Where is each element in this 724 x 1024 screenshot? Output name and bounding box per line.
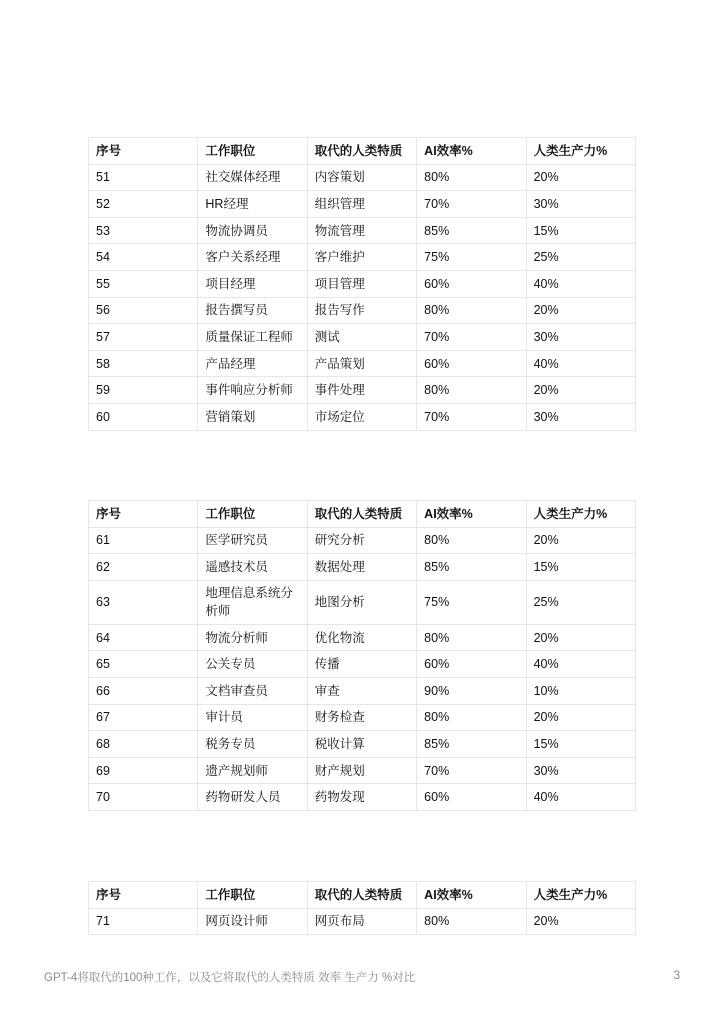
col-index-cell: 53 bbox=[89, 217, 198, 244]
col-index-cell: 54 bbox=[89, 244, 198, 271]
table-row bbox=[89, 580, 636, 624]
col-job-title-cell: 药物研发人员 bbox=[198, 784, 307, 811]
col-human-productivity-cell: 25% bbox=[526, 244, 635, 271]
header-col-human-productivity: 人类生产力% bbox=[526, 138, 635, 165]
col-ai-efficiency-cell: 80% bbox=[417, 527, 526, 554]
col-job-title-cell: 客户关系经理 bbox=[198, 244, 307, 271]
table-row bbox=[89, 377, 636, 404]
col-replaced-trait-cell: 物流管理 bbox=[307, 217, 416, 244]
col-index-cell: 51 bbox=[89, 164, 198, 191]
col-human-productivity-cell: 40% bbox=[526, 651, 635, 678]
col-human-productivity-cell: 20% bbox=[526, 527, 635, 554]
col-replaced-trait-cell: 网页布局 bbox=[307, 908, 416, 935]
col-job-title-cell: 物流分析师 bbox=[198, 624, 307, 651]
header-col-ai-efficiency: AI效率% bbox=[417, 882, 526, 909]
col-human-productivity-cell: 30% bbox=[526, 403, 635, 430]
col-human-productivity-cell: 20% bbox=[526, 624, 635, 651]
table-row bbox=[89, 217, 636, 244]
col-index-cell: 70 bbox=[89, 784, 198, 811]
header-col-job-title: 工作职位 bbox=[198, 501, 307, 528]
col-replaced-trait-cell: 组织管理 bbox=[307, 191, 416, 218]
col-human-productivity-cell: 25% bbox=[526, 580, 635, 624]
col-ai-efficiency-cell: 80% bbox=[417, 624, 526, 651]
col-job-title-cell: 公关专员 bbox=[198, 651, 307, 678]
table-header-row bbox=[89, 882, 636, 909]
table-row bbox=[89, 297, 636, 324]
header-col-replaced-trait: 取代的人类特质 bbox=[307, 882, 416, 909]
table-header-row bbox=[89, 138, 636, 165]
col-ai-efficiency-cell: 80% bbox=[417, 908, 526, 935]
col-index-cell: 52 bbox=[89, 191, 198, 218]
col-human-productivity-cell: 30% bbox=[526, 757, 635, 784]
col-human-productivity-cell: 15% bbox=[526, 731, 635, 758]
col-index-cell: 69 bbox=[89, 757, 198, 784]
header-col-ai-efficiency: AI效率% bbox=[417, 501, 526, 528]
table-row bbox=[89, 651, 636, 678]
col-ai-efficiency-cell: 70% bbox=[417, 324, 526, 351]
col-job-title-cell: 营销策划 bbox=[198, 403, 307, 430]
col-job-title-cell: 地理信息系统分析师 bbox=[198, 580, 307, 624]
col-ai-efficiency-cell: 60% bbox=[417, 651, 526, 678]
col-job-title-cell: 文档审查员 bbox=[198, 677, 307, 704]
table-row bbox=[89, 677, 636, 704]
col-index-cell: 63 bbox=[89, 580, 198, 624]
col-ai-efficiency-cell: 80% bbox=[417, 164, 526, 191]
col-human-productivity-cell: 40% bbox=[526, 270, 635, 297]
header-col-replaced-trait: 取代的人类特质 bbox=[307, 138, 416, 165]
col-job-title-cell: 网页设计师 bbox=[198, 908, 307, 935]
table-row bbox=[89, 244, 636, 271]
col-human-productivity-cell: 20% bbox=[526, 908, 635, 935]
col-index-cell: 57 bbox=[89, 324, 198, 351]
col-ai-efficiency-cell: 60% bbox=[417, 784, 526, 811]
col-replaced-trait-cell: 市场定位 bbox=[307, 403, 416, 430]
col-index-cell: 62 bbox=[89, 554, 198, 581]
col-human-productivity-cell: 20% bbox=[526, 704, 635, 731]
col-job-title-cell: 事件响应分析师 bbox=[198, 377, 307, 404]
table-row bbox=[89, 350, 636, 377]
col-ai-efficiency-cell: 90% bbox=[417, 677, 526, 704]
col-replaced-trait-cell: 药物发现 bbox=[307, 784, 416, 811]
col-ai-efficiency-cell: 60% bbox=[417, 270, 526, 297]
col-human-productivity-cell: 40% bbox=[526, 350, 635, 377]
jobs-table-2 bbox=[88, 500, 636, 811]
col-ai-efficiency-cell: 85% bbox=[417, 731, 526, 758]
col-ai-efficiency-cell: 70% bbox=[417, 403, 526, 430]
col-replaced-trait-cell: 产品策划 bbox=[307, 350, 416, 377]
col-ai-efficiency-cell: 80% bbox=[417, 297, 526, 324]
col-replaced-trait-cell: 优化物流 bbox=[307, 624, 416, 651]
col-job-title-cell: 社交媒体经理 bbox=[198, 164, 307, 191]
col-index-cell: 56 bbox=[89, 297, 198, 324]
col-index-cell: 68 bbox=[89, 731, 198, 758]
header-col-index: 序号 bbox=[89, 138, 198, 165]
header-col-human-productivity: 人类生产力% bbox=[526, 882, 635, 909]
col-ai-efficiency-cell: 70% bbox=[417, 757, 526, 784]
col-human-productivity-cell: 30% bbox=[526, 191, 635, 218]
col-index-cell: 64 bbox=[89, 624, 198, 651]
col-replaced-trait-cell: 财产规划 bbox=[307, 757, 416, 784]
col-replaced-trait-cell: 事件处理 bbox=[307, 377, 416, 404]
col-human-productivity-cell: 15% bbox=[526, 217, 635, 244]
col-replaced-trait-cell: 项目管理 bbox=[307, 270, 416, 297]
col-index-cell: 65 bbox=[89, 651, 198, 678]
table-row bbox=[89, 704, 636, 731]
col-ai-efficiency-cell: 75% bbox=[417, 580, 526, 624]
col-ai-efficiency-cell: 70% bbox=[417, 191, 526, 218]
col-index-cell: 58 bbox=[89, 350, 198, 377]
col-human-productivity-cell: 15% bbox=[526, 554, 635, 581]
col-job-title-cell: 物流协调员 bbox=[198, 217, 307, 244]
table-row bbox=[89, 624, 636, 651]
table-row bbox=[89, 757, 636, 784]
table-row bbox=[89, 164, 636, 191]
col-replaced-trait-cell: 传播 bbox=[307, 651, 416, 678]
header-col-index: 序号 bbox=[89, 501, 198, 528]
col-ai-efficiency-cell: 80% bbox=[417, 377, 526, 404]
col-index-cell: 59 bbox=[89, 377, 198, 404]
header-col-index: 序号 bbox=[89, 882, 198, 909]
col-replaced-trait-cell: 税收计算 bbox=[307, 731, 416, 758]
col-job-title-cell: 产品经理 bbox=[198, 350, 307, 377]
col-replaced-trait-cell: 地图分析 bbox=[307, 580, 416, 624]
col-human-productivity-cell: 20% bbox=[526, 377, 635, 404]
col-replaced-trait-cell: 内容策划 bbox=[307, 164, 416, 191]
col-job-title-cell: 审计员 bbox=[198, 704, 307, 731]
footer-title: GPT-4将取代的100种工作，以及它将取代的人类特质 效率 生产力 %对比 bbox=[44, 972, 416, 984]
col-replaced-trait-cell: 客户维护 bbox=[307, 244, 416, 271]
col-index-cell: 61 bbox=[89, 527, 198, 554]
header-col-job-title: 工作职位 bbox=[198, 882, 307, 909]
table-header-row bbox=[89, 501, 636, 528]
col-job-title-cell: 遥感技术员 bbox=[198, 554, 307, 581]
col-index-cell: 60 bbox=[89, 403, 198, 430]
col-job-title-cell: 质量保证工程师 bbox=[198, 324, 307, 351]
table-row bbox=[89, 270, 636, 297]
table-row bbox=[89, 191, 636, 218]
header-col-replaced-trait: 取代的人类特质 bbox=[307, 501, 416, 528]
col-ai-efficiency-cell: 60% bbox=[417, 350, 526, 377]
col-replaced-trait-cell: 研究分析 bbox=[307, 527, 416, 554]
col-job-title-cell: 税务专员 bbox=[198, 731, 307, 758]
col-human-productivity-cell: 20% bbox=[526, 164, 635, 191]
col-ai-efficiency-cell: 80% bbox=[417, 704, 526, 731]
col-ai-efficiency-cell: 85% bbox=[417, 554, 526, 581]
col-index-cell: 55 bbox=[89, 270, 198, 297]
table-row bbox=[89, 784, 636, 811]
col-replaced-trait-cell: 测试 bbox=[307, 324, 416, 351]
col-replaced-trait-cell: 数据处理 bbox=[307, 554, 416, 581]
table-row bbox=[89, 908, 636, 935]
col-job-title-cell: 报告撰写员 bbox=[198, 297, 307, 324]
col-human-productivity-cell: 40% bbox=[526, 784, 635, 811]
header-col-human-productivity: 人类生产力% bbox=[526, 501, 635, 528]
col-human-productivity-cell: 20% bbox=[526, 297, 635, 324]
col-index-cell: 67 bbox=[89, 704, 198, 731]
table-row bbox=[89, 731, 636, 758]
header-col-ai-efficiency: AI效率% bbox=[417, 138, 526, 165]
jobs-table-1 bbox=[88, 137, 636, 431]
col-ai-efficiency-cell: 75% bbox=[417, 244, 526, 271]
table-row bbox=[89, 527, 636, 554]
col-job-title-cell: HR经理 bbox=[198, 191, 307, 218]
jobs-table-3 bbox=[88, 881, 636, 935]
col-replaced-trait-cell: 报告写作 bbox=[307, 297, 416, 324]
col-human-productivity-cell: 30% bbox=[526, 324, 635, 351]
col-ai-efficiency-cell: 85% bbox=[417, 217, 526, 244]
col-human-productivity-cell: 10% bbox=[526, 677, 635, 704]
col-job-title-cell: 遗产规划师 bbox=[198, 757, 307, 784]
table-row bbox=[89, 324, 636, 351]
col-replaced-trait-cell: 审查 bbox=[307, 677, 416, 704]
table-row bbox=[89, 554, 636, 581]
col-job-title-cell: 项目经理 bbox=[198, 270, 307, 297]
header-col-job-title: 工作职位 bbox=[198, 138, 307, 165]
col-index-cell: 71 bbox=[89, 908, 198, 935]
col-replaced-trait-cell: 财务检查 bbox=[307, 704, 416, 731]
page-number: 3 bbox=[673, 968, 680, 982]
col-index-cell: 66 bbox=[89, 677, 198, 704]
col-job-title-cell: 医学研究员 bbox=[198, 527, 307, 554]
table-row bbox=[89, 403, 636, 430]
